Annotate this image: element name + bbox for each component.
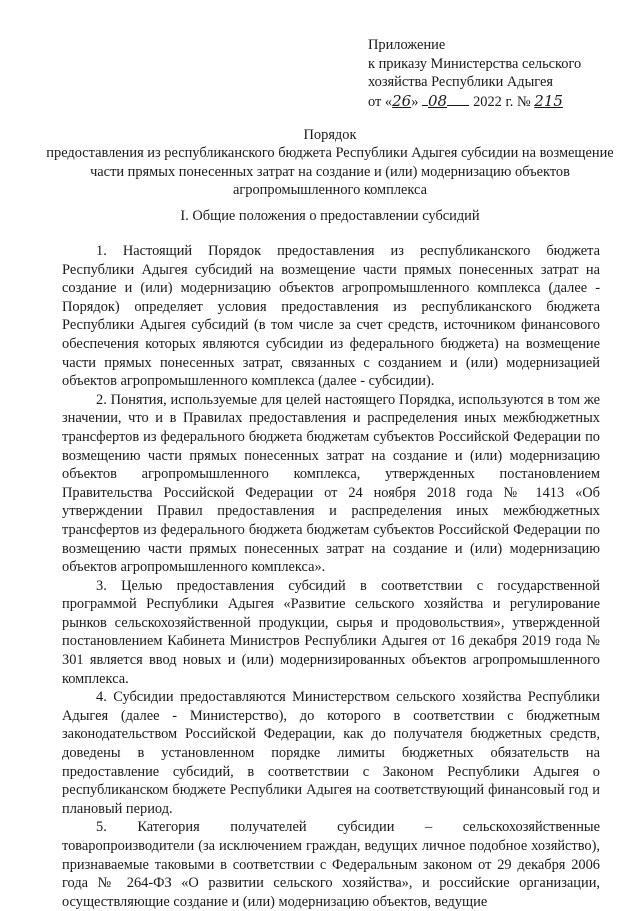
appendix-label: Приложение — [368, 37, 446, 53]
document-body — [62, 242, 600, 911]
appendix-block — [368, 36, 630, 111]
handwritten-number: 215 — [534, 91, 563, 110]
appendix-ministry-line: хозяйства Республики Адыгея — [368, 74, 554, 90]
paragraph-5: 5. Категория получателей субсидии – сельскохозяйственные товаропроизводители (за исключением граждан, ведущих личное подобное хозяйство), признаваемые таковыми в соответствии с Федеральным законом от 29 декабря 2006 года № 264-ФЗ «О развитии сельского хозяйства», и российские организации, осуществляющие создание и (или) модернизацию объектов, ведущие — [62, 819, 600, 910]
paragraph-4: 4. Субсидии предоставляются Министерством сельского хозяйства Республики Адыгея (далее - Министерство), до которого в соответствии с бюджетным законодательством Российской Федерации, как до получателя бюджетных средств, доведены в установленном порядке лимиты бюджетных обязательств на предоставление субсидий, в соответствии с Законом Республики Адыгея о республиканском бюджете Республики Адыгея на соответствующий финансовый год и плановый период. — [62, 689, 600, 817]
section-heading: I. Общие положения о предоставлении субсидий — [180, 208, 480, 224]
document-subtitle: предоставления из республиканского бюджета Республики Адыгея субсидии на возмещение части прямых понесенных затрат на создание и (или) модернизацию объектов агропромышленного комплекса — [46, 145, 614, 198]
handwritten-month: 08 — [428, 91, 448, 110]
handwritten-day: 26 — [392, 91, 412, 110]
date-mid: » — [411, 93, 419, 110]
paragraph-3: 3. Целью предоставления субсидий в соответствии с государственной программой Республики Адыгея «Развитие сельского хозяйства и регулирование рынков сельскохозяйственной продукции, сырья и продовольствия», утвержденной постановлением Кабинета Министров Республики Адыгея от 16 декабря 2019 года № 301 является ввод новых и (или) модернизированных объектов агропромышленного комплекса. — [62, 577, 600, 687]
paragraph-1: 1. Настоящий Порядок предоставления из республиканского бюджета Республики Адыгея субсидий на возмещение части прямых понесенных затрат на создание и (или) модернизацию объектов агропромышленного комплекса (далее - Порядок) определяет условия предоставления из республиканского бюджета Республики Адыгея субсидий (в том числе за счет средств, источником финансового обеспечения которых являются субсидии из федерального бюджета) на возмещение части прямых понесенных затрат, связанных с созданием и (или) модернизацией объектов агропромышленного комплекса (далее - субсидии). — [62, 243, 600, 390]
paragraph-2: 2. Понятия, используемые для целей настоящего Порядка, используются в том же значении, что и в Правилах предоставления и распределения иных межбюджетных трансфертов из федерального бюджета бюджетам субъектов Российской Федерации по возмещению части прямых понесенных затрат на создание и (или) модернизацию объектов агропромышленного комплекса, утвержденных постановлением Правительства Российской Федерации от 24 ноября 2018 года № 1413 «Об утверждении Правил предоставления и распределения иных межбюджетных трансфертов из федерального бюджета бюджетам субъектов Российской Федерации по возмещению части прямых понесенных затрат на создание и (или) модернизацию объектов агропромышленного комплекса». — [62, 391, 600, 576]
appendix-order-line: к приказу Министерства сельского — [368, 55, 582, 72]
document-title: Порядок — [303, 127, 357, 143]
date-prefix: от « — [368, 93, 393, 110]
date-year: 2022 г. № — [473, 93, 531, 110]
appendix-date-line — [368, 92, 630, 112]
